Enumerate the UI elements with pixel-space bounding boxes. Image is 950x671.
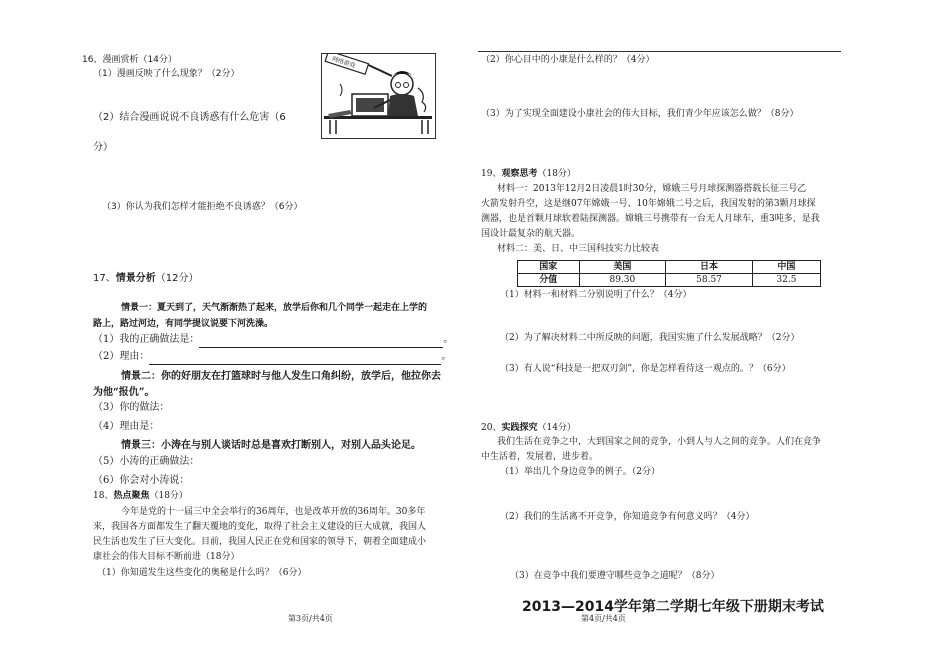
table-cell: 分值 (518, 274, 580, 287)
top-rule (478, 51, 841, 52)
q16-sub3: （3）你认为我们怎样才能拒绝不良诱惑？（6分） (102, 202, 303, 212)
q19-material2: 材料二：美、日、中三国科技实力比较表 (497, 244, 660, 254)
tech-comparison-table (517, 260, 821, 287)
q19-heading: 观察思考 (501, 169, 538, 179)
q18-title (93, 490, 188, 503)
q17-s2-q3: （3）你的做法： (93, 402, 170, 413)
q20-heading: 实践探究 (501, 423, 538, 433)
q20-number: 20、 (481, 423, 502, 433)
q20-sub1: （1）举出几个身边竞争的例子。（2分） (500, 467, 660, 477)
q18-number: 18、 (93, 491, 114, 501)
q18-sub1: （1）你知道发生这些变化的奥秘是什么吗？（6分） (97, 568, 307, 578)
table-header-cell: 中国 (752, 261, 820, 274)
q19-score: （18分） (537, 169, 576, 179)
q19-title (481, 168, 576, 181)
q20-score: （14分） (537, 423, 576, 433)
q17-s1-q1-end: 。 (443, 334, 454, 345)
q17-s1-q1-answer-line[interactable] (199, 347, 443, 348)
q20-title (481, 422, 576, 435)
table-row (518, 274, 821, 287)
q19-number: 19、 (481, 169, 502, 179)
q16-sub1: （1）漫画反映了什么现象？（2分） (93, 69, 240, 79)
q17-s3-q6: （6）你会对小涛说： (93, 475, 190, 486)
q19-sub1: （1）材料一和材料二分别说明了什么？（4分） (500, 290, 692, 300)
q17-title (93, 272, 198, 287)
q17-s2-q4: （4）理由是： (93, 421, 160, 432)
cartoon-illustration (322, 54, 435, 138)
cartoon-image (321, 53, 436, 139)
q19-material1-line1: 材料一：2013年12月2日凌晨1时30分，嫦娥三号月球探测器搭载长征三号乙 (497, 184, 807, 194)
q17-scene2-line2: 为他“报仇”。 (93, 387, 155, 398)
table-cell: 58.57 (666, 274, 753, 287)
q20-para-line2: 中生活着，发展着，进步着。 (481, 452, 599, 462)
left-page-footer: 第3页/共4页 (288, 614, 333, 623)
q20-sub2: （2）我们的生活离不开竞争，你知道竞争有何意义吗？（4分） (500, 512, 755, 522)
q19-sub3: （3）有人说“科技是一把双刃剑”，你是怎样看待这一观点的。？（6分） (500, 364, 791, 374)
q18-sub3: （3）为了实现全面建设小康社会的伟大目标，我们青少年应该怎么做？（8分） (481, 109, 799, 119)
q17-number: 17、 (93, 273, 116, 284)
q16-title: 16、漫画赏析（14分） (82, 55, 177, 65)
q17-s1-q1-label: （1）我的正确做法是： (93, 334, 200, 345)
q17-score: （12分） (155, 273, 199, 284)
table-cell: 89.30 (579, 274, 666, 287)
exam-title: 2013—2014学年第二学期七年级下册期末考试 (522, 599, 824, 615)
right-page-footer: 第4页/共4页 (581, 614, 626, 623)
table-header-cell: 美国 (579, 261, 666, 274)
q20-para-line1: 我们生活在竞争之中，大到国家之间的竞争，小到人与人之间的竞争。人们在竞争 (497, 437, 822, 447)
cartoon-sign-text: 网络游戏 (331, 55, 357, 70)
q18-heading: 热点聚焦 (113, 491, 150, 501)
table-cell: 32.5 (752, 274, 820, 287)
table-header-cell: 国家 (518, 261, 580, 274)
q17-heading: 情景分析 (115, 273, 156, 284)
q16-sub2-line2: 分） (93, 142, 113, 153)
q17-scene3: 情景三：小涛在与别人谈话时总是喜欢打断别人，对别人品头论足。 (121, 440, 421, 451)
q17-s1-q2-answer-line[interactable] (149, 364, 441, 365)
table-header-row (518, 261, 821, 274)
q17-scene1-line2: 路上，路过河边，有同学提议说要下河洗澡。 (93, 319, 274, 329)
table-header-cell: 日本 (666, 261, 753, 274)
q18-sub2: （2）你心目中的小康是什么样的？（4分） (481, 55, 655, 65)
q20-sub3: （3）在竞争中我们要遵守哪些竞争之道呢？（8分） (510, 571, 720, 581)
q18-score: （18分） (149, 491, 188, 501)
q17-s1-q2 (93, 350, 451, 365)
q16-sub2-line1: （2）结合漫画说说不良诱惑有什么危害（6 (93, 112, 286, 123)
q19-sub2: （2）为了解决材料二中所反映的问题，我国实施了什么发展战略？（2分） (500, 333, 800, 343)
q19-material1-line2: 火箭发射升空，这是继07年嫦娥一号、10年嫦娥二号之后，我国发射的第3颗月球探 (481, 199, 816, 209)
q19-material1-line3: 测器，也是首颗月球软着陆探测器。嫦娥三号携带有一台无人月球车，重3吨多，是我 (481, 214, 820, 224)
q18-para-line1: 今年是党的十一届三中全会举行的36周年，也是改革开放的36周年。30多年 (121, 507, 426, 517)
q17-s3-q5: （5）小涛的正确做法： (93, 456, 200, 467)
q18-para-line3: 民生活也发生了巨大变化。目前，我国人民正在党和国家的领导下，朝着全面建成小 (93, 537, 427, 547)
q17-s1-q2-label: （2）理由： (93, 351, 150, 362)
q17-scene2-line1: 情景二：你的好朋友在打篮球时与他人发生口角纠纷，放学后，他拉你去 (121, 371, 441, 382)
q17-s1-q1 (93, 333, 453, 348)
q17-s1-q2-end: 。 (441, 351, 452, 362)
q18-para-line2: 来，我国各方面都发生了翻天覆地的变化，取得了社会主义建设的巨大成就，我国人 (93, 522, 427, 532)
q18-para-line4: 康社会的伟大目标不断前进（18分） (93, 552, 240, 562)
q19-material1-line4: 国设计最复杂的航天器。 (481, 229, 581, 239)
q17-scene1-line1: 情景一：夏天到了，天气渐渐热了起来，放学后你和几个同学一起走在上学的 (121, 303, 428, 313)
